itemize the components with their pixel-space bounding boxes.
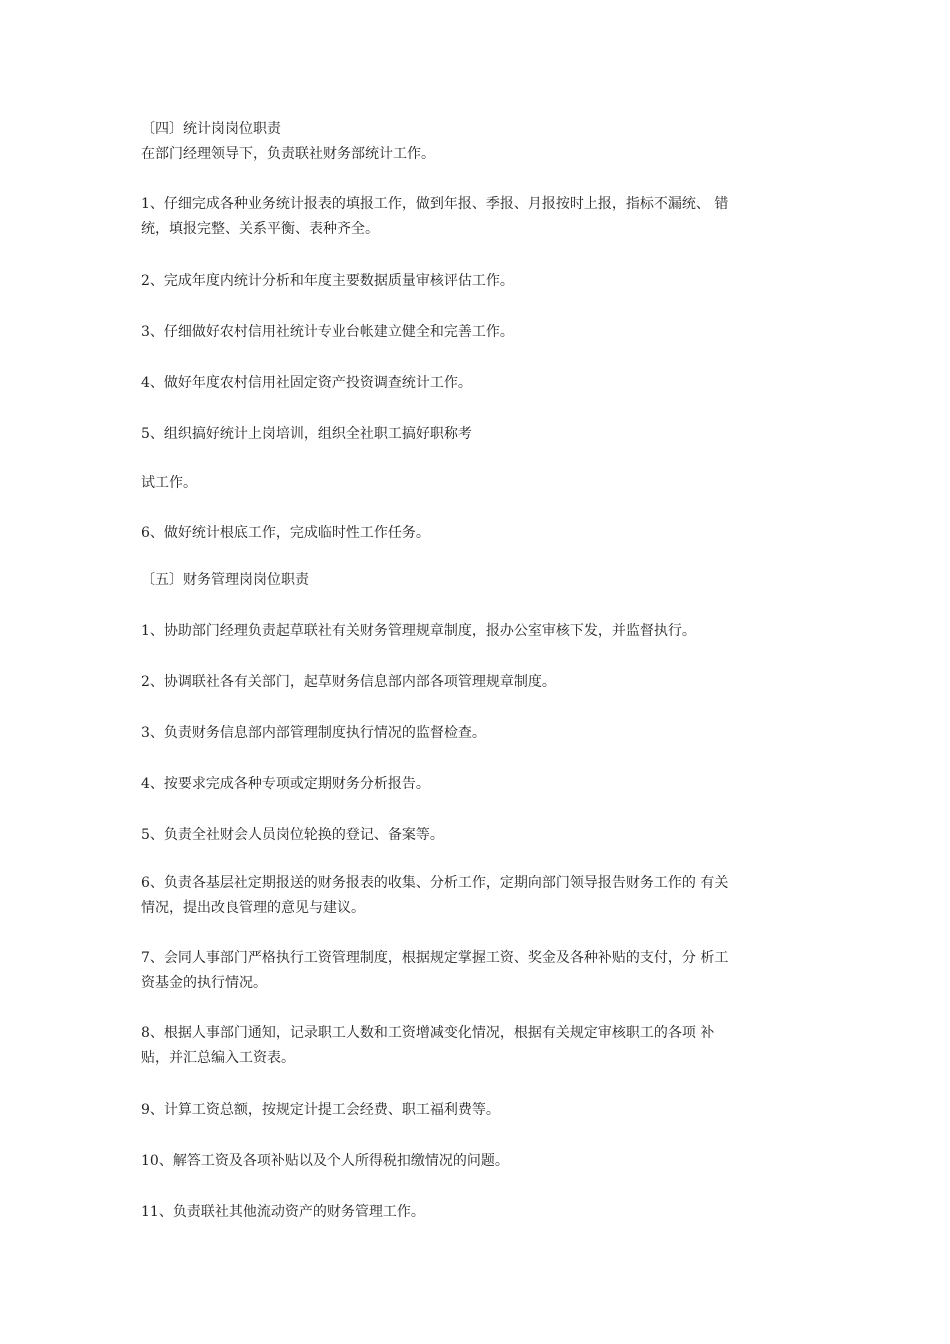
section-heading-statistics: 〔四〕统计岗岗位职责 [141, 121, 281, 137]
text-line: 9、计算工资总额，按规定计提工会经费、职工福利费等。 [141, 1102, 500, 1118]
section-heading-finance: 〔五〕财务管理岗岗位职责 [141, 572, 309, 588]
text-line: 统，填报完整、关系平衡、表种齐全。 [141, 221, 379, 237]
text-line: 2、完成年度内统计分析和年度主要数据质量审核评估工作。 [141, 273, 514, 289]
text-line: 情况，提出改良管理的意见与建议。 [141, 900, 365, 916]
text-line: 7、会同人事部门严格执行工资管理制度，根据规定掌握工资、奖金及各种补贴的支付，分 析工 [141, 950, 729, 966]
text-line: 11、负责联社其他流动资产的财务管理工作。 [141, 1204, 425, 1220]
text-line: 2、协调联社各有关部门，起草财务信息部内部各项管理规章制度。 [141, 674, 556, 690]
text-line: 1、协助部门经理负责起草联社有关财务管理规章制度，报办公室审核下发，并监督执行。 [141, 623, 696, 639]
text-line: 贴，并汇总编入工资表。 [141, 1050, 295, 1066]
text-line: 在部门经理领导下，负责联社财务部统计工作。 [141, 146, 435, 162]
text-line: 10、解答工资及各项补贴以及个人所得税扣缴情况的问题。 [141, 1153, 509, 1169]
text-line: 3、仔细做好农村信用社统计专业台帐建立健全和完善工作。 [141, 324, 514, 340]
text-line: 6、做好统计根底工作，完成临时性工作任务。 [141, 525, 430, 541]
text-line: 试工作。 [141, 475, 197, 491]
text-line: 3、负责财务信息部内部管理制度执行情况的监督检查。 [141, 725, 486, 741]
text-line: 8、根据人事部门通知，记录职工人数和工资增减变化情况，根据有关规定审核职工的各项 补 [141, 1025, 715, 1041]
text-line: 资基金的执行情况。 [141, 975, 267, 991]
text-line: 4、做好年度农村信用社固定资产投资调查统计工作。 [141, 375, 472, 391]
text-line: 5、负责全社财会人员岗位轮换的登记、备案等。 [141, 827, 444, 843]
text-line: 6、负责各基层社定期报送的财务报表的收集、分析工作，定期向部门领导报告财务工作的 有关 [141, 875, 729, 891]
text-line: 5、组织搞好统计上岗培训，组织全社职工搞好职称考 [141, 426, 472, 442]
text-line: 1、仔细完成各种业务统计报表的填报工作，做到年报、季报、月报按时上报，指标不漏统、 错 [141, 196, 729, 212]
text-line: 4、按要求完成各种专项或定期财务分析报告。 [141, 776, 430, 792]
